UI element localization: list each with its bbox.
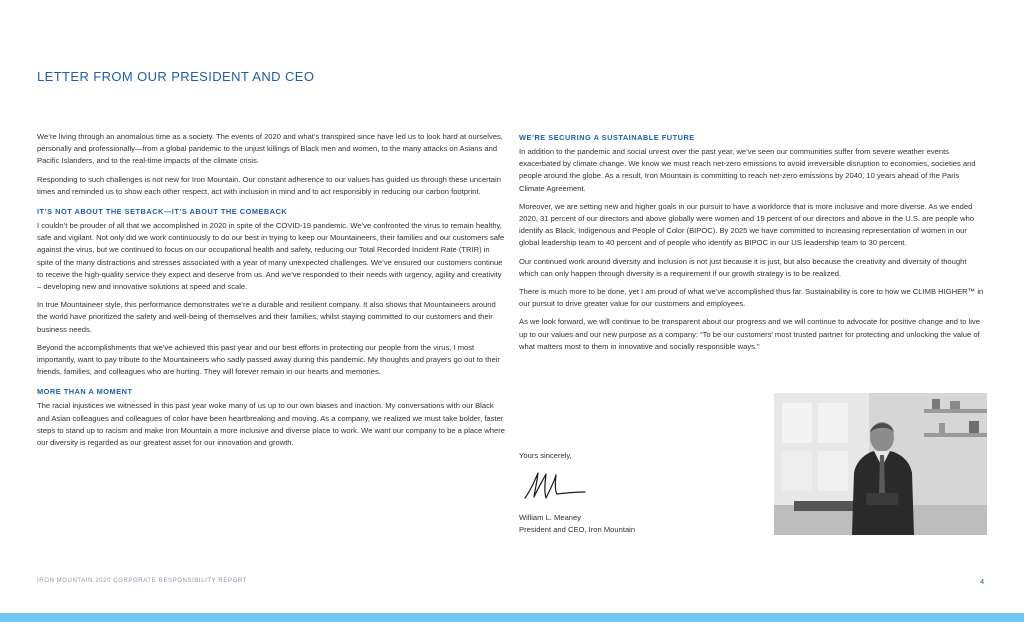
section-heading-sustainable: WE’RE SECURING A SUSTAINABLE FUTURE xyxy=(519,133,695,142)
intro-paragraph: We’re living through an anomalous time as a society. The events of 2020 and what’s transpired since have led us to look hard at ourselves, personally and professionally—from a global pandemic to the unjust killings of Black men and women, to the many attacks on Asians and Pacific Islanders, and to the real-time impacts of the climate crisis. xyxy=(37,132,503,166)
section-heading-moment: MORE THAN A MOMENT xyxy=(37,387,133,397)
signature-image xyxy=(521,470,591,502)
diversity-goals-paragraph: Moreover, we are setting new and higher goals in our pursuit to have a workforce that is more inclusive and more diverse. As we ended 2020, 31 percent of our directors and above globally were women and 19 percent of our directors and above in the U.S. are people who identify as Black, Indigenous and People of Color (BIPOC). By 2025 we have committed to increasing representation of women in our global leadership team to 40 percent and of people who identify as BIPOC in our US leadership team to 30 percent. xyxy=(519,201,975,248)
inclusion-paragraph: Our continued work around diversity and inclusion is not just because it is just, but also because the creativity and diversity of thought which can only happen through diversity is a requirement if our growth strategy is to be realized. xyxy=(519,256,967,278)
injustice-paragraph: The racial injustices we witnessed in this past year woke many of us up to our own biases and inaction. My conversations with our Black and Asian colleagues and colleagues of color have been heartbreaking and moving. As a company, we realized we must take bolder, faster steps to stand up to racism and make Iron Mountain a more inclusive and diverse place to work. We want our company to be a place where our diversity is regarded as our greatest asset for our innovation and growth. xyxy=(37,401,505,448)
footer-report-title: IRON MOUNTAIN 2020 CORPORATE RESPONSIBILITY REPORT xyxy=(37,578,247,584)
right-column xyxy=(519,131,986,359)
signer-name: William L. Meaney xyxy=(519,513,582,522)
section-heading-comeback: IT’S NOT ABOUT THE SETBACK—IT’S ABOUT THE COMEBACK xyxy=(37,207,288,217)
page-number: 4 xyxy=(980,577,985,586)
left-column xyxy=(37,131,506,455)
ceo-portrait-photo xyxy=(774,393,987,535)
accomplishments-paragraph: I couldn’t be prouder of all that we accomplished in 2020 in spite of the COVID-19 pandemic. We’ve confronted the virus to remain healthy, safe and vigilant. Not only did we work continuously to do our best in trying to keep our Mountaineers, their families and our customers safe against the virus, but we continued to focus on our occupational health and safety, reducing our Total Recorded Incident Rate (TRIR) in spite of the many distractions and stresses associated with a year of many unexpected challenges. We’ve ensured our customers continue to receive the high-quality service they expect and deserve from us. And we’ve responded to their needs with urgency, agility and creativity – developing new and innovative solutions at speed and scale. xyxy=(37,221,505,292)
closing-text: Yours sincerely, xyxy=(519,451,572,460)
mountaineer-paragraph: In true Mountaineer style, this performance demonstrates we’re a durable and resilient company. It also shows that Mountaineers around the world have prioritized the safety and well-being of themselves and their families, whilst staying committed to our customers and their business needs. xyxy=(37,300,496,334)
signer-title: President and CEO, Iron Mountain xyxy=(519,525,636,534)
page-title: LETTER FROM OUR PRESIDENT AND CEO xyxy=(37,69,315,84)
bottom-accent-bar xyxy=(0,613,1024,622)
forward-paragraph: As we look forward, we will continue to be transparent about our progress and we will continue to advocate for positive change and to live up to our values and our new purpose as a company: “To be our customers’ most trusted partner for protecting and unlocking the value of what matters most to them in innovative and socially responsible ways.” xyxy=(519,317,980,351)
climate-paragraph: In addition to the pandemic and social unrest over the past year, we’ve seen our communities suffer from severe weather events exacerbated by climate change. We know we must reach net-zero emissions to avoid irreversible disruption to economies, societies and people around the globe. As a result, Iron Mountain is committing to reach net-zero emissions by 2040, 10 years ahead of the Paris Climate Agreement. xyxy=(519,147,976,193)
climb-higher-paragraph: There is much more to be done, yet I am proud of what we’ve accomplished thus far. Sustainability is core to how we CLIMB HIGHER™ in our pursuit to drive greater value for our customers and employees. xyxy=(519,287,984,309)
tribute-paragraph: Beyond the accomplishments that we’ve achieved this past year and our best efforts in protecting our people from the virus, I most importantly, want to pay tribute to the Mountaineers who sadly passed away during this pandemic. My thoughts and prayers go out to their friends, families, and colleagues who are hurting. They will forever remain in our hearts and memories. xyxy=(37,342,500,377)
signature-block xyxy=(519,450,759,536)
responding-paragraph: Responding to such challenges is not new for Iron Mountain. Our constant adherence to our values has guided us through these uncertain times and reminded us to show each other respect, act with inclusion in mind and to act responsibly in reducing our carbon footprint. xyxy=(37,174,501,196)
